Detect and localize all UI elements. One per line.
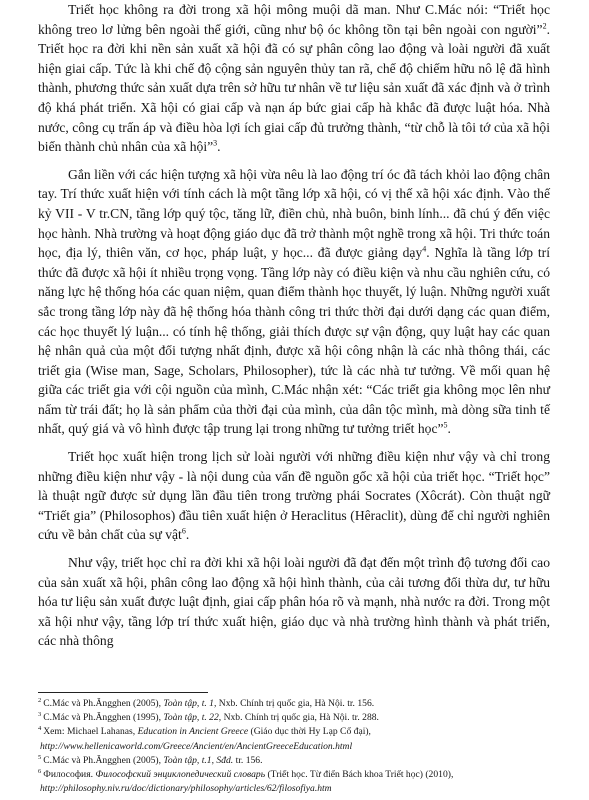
url-link[interactable]: http://www.hellenicaworld.com/Greece/Ancient/en/AncientGreeceEducation.html: [40, 740, 353, 752]
footnote-3: $^3$ C.Mác và Ph.Ăngghen (1995), Toàn tập, t. 22, Nxb. Chính trị quốc gia, Hà Nội. tr. 288.: [38, 711, 379, 724]
footnote-4: $^4$ Xem: Michael Lahanas, Education in Ancient Greece (Giáo dục thời Hy Lạp Cổ đại),: [38, 725, 371, 738]
url-link[interactable]: http://philosophy.niv.ru/doc/dictionary/philosophy/articles/62/filosofiya.htm: [40, 783, 332, 795]
body-text: [38, 0, 550, 659]
footnote-ref: 3: [213, 138, 218, 148]
paragraph-1: Triết học không ra đời trong xã hội mông muội dã man. Như C.Mác nói: “Triết học không treo lơ lửng bên ngoài thế giới, cũng như bộ óc không tồn tại bên ngoài con người”$^2$. Triết học ra đời khi nền sản xuất xã hội đã có sự phân công lao động và loài người đã xuất hiện giai cấp. Tức là khi chế độ cộng sản nguyên thủy tan rã, chế độ chiếm hữu nô lệ đã hình thành, phương thức sản xuất dựa trên sở hữu tư nhân về tư liệu sản xuất đã xác định và ở trình độ khá phát triển. Xã hội có giai cấp và nạn áp bức giai cấp hà khắc đã được luật hóa. Nhà nước, công cụ trấn áp và điều hòa lợi ích giai cấp đủ trưởng thành, “từ chỗ là tôi tớ của xã hội biến thành chủ nhân của xã hội”$^3$.: [38, 2, 550, 155]
paragraph-4: Như vậy, triết học chỉ ra đời khi xã hội loài người đã đạt đến một trình độ tương đối cao của sản xuất xã hội, phân công lao động xã hội hình thành, của cải tương đối thừa dư, tư hữu hóa tư liệu sản xuất được luật định, giai cấp phân hóa rõ và mạnh, nhà nước ra đời. Trong một xã hội như vậy, tầng lớp trí thức xuất hiện, giáo dục và nhà trường hình thành và phát triển, các nhà thông: [38, 555, 550, 649]
footnotes: [38, 697, 550, 796]
paragraph-2: Gắn liền với các hiện tượng xã hội vừa nêu là lao động trí óc đã tách khỏi lao động chân tay. Trí thức xuất hiện với tính cách là một tầng lớp xã hội, có vị thế xã hội xác định. Vào thế kỷ VII - V tr.CN, tầng lớp quý tộc, tăng lữ, điền chủ, nhà buôn, binh lính... đã chú ý đến việc học hành. Nhà trường và hoạt động giáo dục đã trở thành một nghề trong xã hội. Tri thức toán học, địa lý, thiên văn, cơ học, pháp luật, y học... đã được giảng dạy$^4$. Nghĩa là tầng lớp trí thức đã được xã hội ít nhiều trọng vọng. Tầng lớp này có điều kiện và nhu cầu nghiên cứu, có năng lực hệ thống hóa các quan niệm, quan điểm thành học thuyết, lý luận. Những người xuất sắc trong tầng lớp này đã hệ thống hóa thành công tri thức thời đại dưới dạng các quan điểm, các học thuyết lý luận... có tính hệ thống, giải thích được sự vận động, quy luật hay các quan hệ nhân quả của một đối tượng nhất định, được xã hội công nhận là các nhà thông thái, các triết gia (Wise man, Sage, Scholars, Philosopher), tức là các nhà tư tưởng. Về mối quan hệ giữa các triết gia với cội nguồn của mình, C.Mác nhận xét: “Các triết gia không mọc lên như nấm từ trái đất; họ là sản phẩm của thời đại của mình, của dân tộc mình, mà dòng sữa tinh tế nhất, quý giá và vô hình được tập trung lại trong những tư tưởng triết học”$^5$.: [38, 166, 550, 437]
footnote-5: $^5$ C.Mác và Ph.Ăngghen (2005), Toàn tập, t.1, Sđd. tr. 156.: [38, 753, 263, 766]
footnote-divider: [38, 692, 208, 693]
footnote-6-url: [38, 782, 550, 796]
footnote-ref: 5: [443, 420, 448, 430]
footnote-ref: 2: [542, 21, 547, 31]
footnote-6: $^6$ Философия. Философский энциклопедический словарь (Triết học. Từ điển Bách khoa Triết học) (2010),: [38, 768, 454, 781]
paragraph-3: Triết học xuất hiện trong lịch sử loài người với những điều kiện như vậy và chỉ trong những điều kiện như vậy - là nội dung của vấn đề nguồn gốc xã hội của triết học. “Triết học” là thuật ngữ được sử dụng lần đầu tiên trong trường phái Socrates (Xôcrát). Còn thuật ngữ “Triết gia” (Philosophos) đầu tiên xuất hiện ở Heraclitus (Hêraclit), dùng để chỉ người nghiên cứu về bản chất của sự vật$^6$.: [38, 449, 550, 543]
footnote-4-url: [38, 740, 550, 754]
footnote-ref: 4: [422, 244, 427, 254]
footnote-ref: 6: [181, 526, 186, 536]
footnote-2: $^2$ C.Mác và Ph.Ăngghen (2005), Toàn tập, t. 1, Nxb. Chính trị quốc gia, Hà Nội. tr. 156.: [38, 697, 375, 709]
